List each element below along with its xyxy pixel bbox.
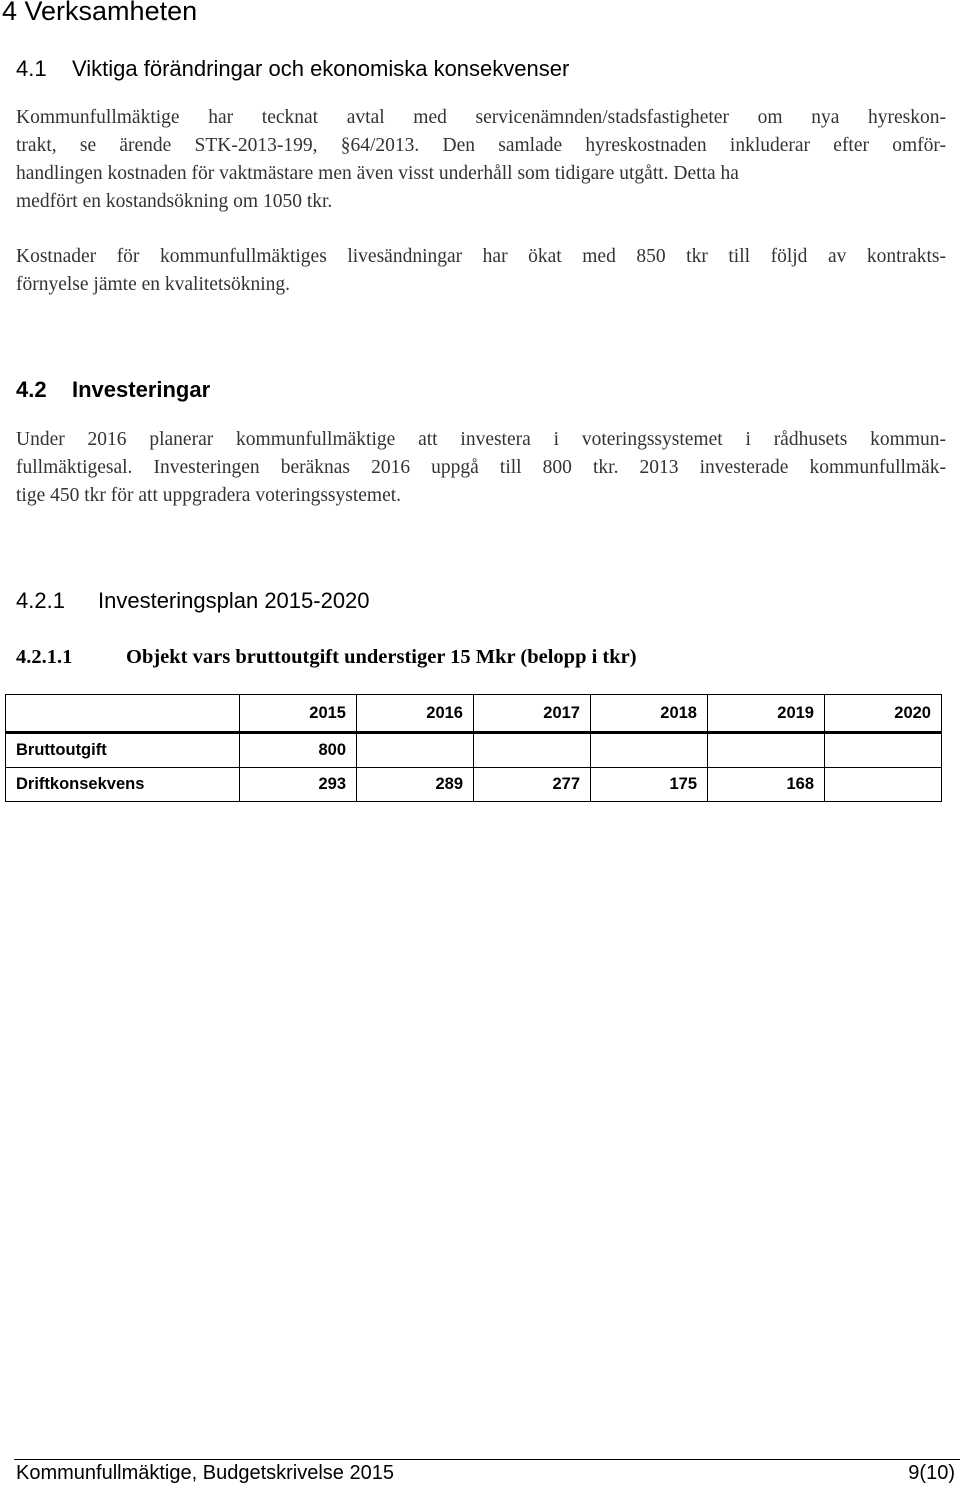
row-label: Driftkonsekvens (6, 768, 240, 802)
table-cell: 289 (357, 768, 474, 802)
table-cell: 293 (240, 768, 357, 802)
text-line: fullmäktigesal. Investeringen beräknas 2016 uppgå till 800 tkr. 2013 investerade kommunfullmäk- (16, 457, 946, 478)
table-corner-cell (6, 695, 240, 733)
paragraph-livesandningar (16, 243, 946, 299)
section-heading-4-2 (16, 377, 210, 403)
section-number: 4.2.1.1 (16, 646, 73, 668)
column-header: 2015 (240, 695, 357, 733)
table-cell (474, 733, 591, 768)
section-heading-4-1 (16, 56, 569, 82)
text-line: Kostnader för kommunfullmäktiges livesändningar har ökat med 850 tkr till följd av kontrakts- (16, 246, 946, 267)
table-cell: 168 (708, 768, 825, 802)
column-header: 2018 (591, 695, 708, 733)
section-heading-4-2-1 (16, 588, 370, 614)
text-line: Kommunfullmäktige har tecknat avtal med servicenämnden/stadsfastigheter om nya hyreskon- (16, 107, 946, 128)
column-header: 2016 (357, 695, 474, 733)
text-line: handlingen kostnaden för vaktmästare men även visst underhåll som tidigare utgått. Detta ha (16, 163, 739, 184)
text-line: förnyelse jämte en kvalitetsökning. (16, 274, 291, 295)
column-header: 2017 (474, 695, 591, 733)
paragraph-hyreskontrakt (16, 104, 946, 216)
section-number: 4.1 (16, 56, 47, 81)
section-number: 4.2 (16, 377, 47, 402)
chapter-heading: 4 Verksamheten (2, 0, 198, 26)
table-cell (357, 733, 474, 768)
table-cell (708, 733, 825, 768)
text-line: medfört en kostandsökning om 1050 tkr. (16, 191, 333, 212)
table-header-row (6, 695, 942, 733)
table-cell (825, 768, 942, 802)
section-number: 4.2.1 (16, 588, 65, 613)
table-cell: 800 (240, 733, 357, 768)
footer-document-title: Kommunfullmäktige, Budgetskrivelse 2015 (16, 1462, 394, 1484)
footer-divider (14, 1459, 960, 1460)
row-label: Bruttoutgift (6, 733, 240, 768)
section-title: Investeringar (72, 377, 211, 402)
column-header: 2019 (708, 695, 825, 733)
table-cell (825, 733, 942, 768)
text-line: trakt, se ärende STK-2013-199, §64/2013. Den samlade hyreskostnaden inkluderar efter omför- (16, 135, 946, 156)
section-title: Objekt vars bruttoutgift understiger 15 Mkr (belopp i tkr) (126, 646, 637, 668)
paragraph-investeringar (16, 426, 946, 510)
text-line: tige 450 tkr för att uppgradera voteringssystemet. (16, 485, 402, 506)
table-cell: 277 (474, 768, 591, 802)
text-line: Under 2016 planerar kommunfullmäktige att investera i voteringssystemet i rådhusets kommun- (16, 429, 946, 450)
table-cell: 175 (591, 768, 708, 802)
table-row (6, 733, 942, 768)
investment-table (5, 694, 942, 802)
section-heading-4-2-1-1 (16, 646, 637, 669)
table-row (6, 768, 942, 802)
footer-page-number: 9(10) (908, 1462, 955, 1484)
column-header: 2020 (825, 695, 942, 733)
section-title: Viktiga förändringar och ekonomiska konsekvenser (72, 56, 570, 81)
table-cell (591, 733, 708, 768)
section-title: Investeringsplan 2015-2020 (98, 588, 370, 613)
